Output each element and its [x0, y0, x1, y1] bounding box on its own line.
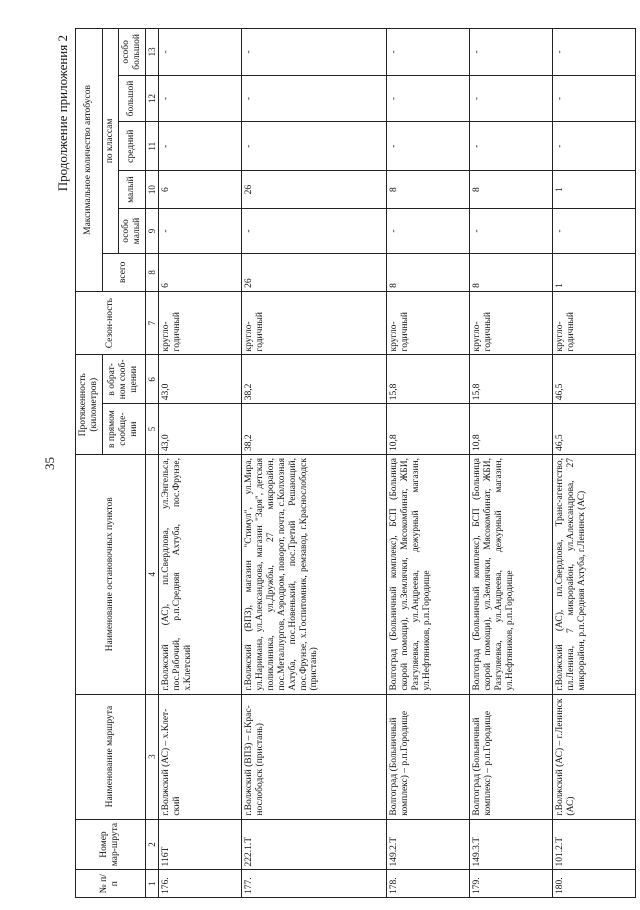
- buses-extra-large: -: [469, 29, 552, 76]
- row-number: 178.: [386, 870, 469, 898]
- buses-total: 26: [241, 253, 386, 291]
- row-number: 177.: [241, 870, 386, 898]
- column-numbers-row: [145, 29, 158, 898]
- buses-extra-small: -: [552, 209, 635, 254]
- header-length: Протяженность (километров): [76, 355, 103, 455]
- table-row: [469, 29, 552, 898]
- buses-total: 8: [469, 253, 552, 291]
- buses-medium: -: [552, 122, 635, 171]
- header-season: Сезон-ность: [76, 291, 146, 355]
- col-number: 5: [145, 404, 158, 455]
- buses-extra-small: -: [469, 209, 552, 254]
- header-route-name: Наименование маршрута: [76, 694, 146, 819]
- length-forward: 43,0: [158, 404, 241, 455]
- buses-extra-large: -: [552, 29, 635, 76]
- buses-large: -: [241, 75, 386, 122]
- buses-extra-small: -: [158, 209, 241, 254]
- page-number: 35: [42, 457, 57, 470]
- buses-small: 8: [469, 171, 552, 209]
- route-stops: Волгоград (Больничный комплекс), БСП (Больница скорой помощи), ул.Землячки, Мясокомбинат, ЖБИ, Разгуляевка, ул.Андреева, дежурный магазин, ул.Нефтяников, р.п.Городище: [469, 455, 552, 695]
- buses-medium: -: [158, 122, 241, 171]
- buses-small: 1: [552, 171, 635, 209]
- header-length-back: в обрат-ном сооб-щении: [102, 355, 145, 404]
- length-forward: 10,8: [469, 404, 552, 455]
- header-class-medium: средний: [118, 122, 145, 171]
- buses-large: -: [469, 75, 552, 122]
- route-number: 149.3.Т: [469, 819, 552, 870]
- length-forward: 46,5: [552, 404, 635, 455]
- header-class-large: большой: [118, 75, 145, 122]
- length-back: 15,8: [386, 355, 469, 404]
- col-number: 1: [145, 870, 158, 898]
- header-by-class: по классам: [102, 29, 118, 254]
- length-back: 43,0: [158, 355, 241, 404]
- route-number: 101.2.Т: [552, 819, 635, 870]
- buses-total: 1: [552, 253, 635, 291]
- buses-extra-large: -: [158, 29, 241, 76]
- route-number: 116Т: [158, 819, 241, 870]
- col-number: 4: [145, 455, 158, 695]
- length-back: 15,8: [469, 355, 552, 404]
- length-forward: 10,8: [386, 404, 469, 455]
- table-row: [552, 29, 635, 898]
- header-stops: Наименование остановочных пунктов: [76, 455, 146, 695]
- col-number: 6: [145, 355, 158, 404]
- buses-large: -: [386, 75, 469, 122]
- header-class-small: малый: [118, 171, 145, 209]
- row-number: 180.: [552, 870, 635, 898]
- buses-small: 26: [241, 171, 386, 209]
- header-max-buses: Максимальное количество автобусов: [76, 29, 103, 292]
- route-stops: г.Волжский (ВПЗ), магазин "Стимул", ул.Мира, ул.Наримана, ул.Александрова, магазин "Заря", детская поликлиника, ул.Дружбы, 27 микрорайон, пос.Металлургов, Аэродром, поворот, почта, с.Колхозная Ахтуба, пос.Новенький, пос.Третий Решающий, пос.Фрунзе, х.Госпитомник, ремзавод, г.Краснослободск (пристань): [241, 455, 386, 695]
- header-class-extra-large: особо большой: [118, 29, 145, 76]
- length-back: 46,5: [552, 355, 635, 404]
- table-row: [386, 29, 469, 898]
- header-length-forward: в прямом сообще-нии: [102, 404, 145, 455]
- col-number: 8: [145, 253, 158, 291]
- col-number: 3: [145, 694, 158, 819]
- route-name: г.Волжский (АС) – х.Клет-ский: [158, 694, 241, 819]
- col-number: 13: [145, 29, 158, 76]
- table-row: [158, 29, 241, 898]
- header-total: всего: [102, 253, 145, 291]
- route-stops: г.Волжский (АС), пл.Свердлова, Транс-агентство, пл.Ленина, 7 микрорайон, ул.Александрова, 27 микрорайон, р.п.Средняя Ахтуба, г.Ленинск (АС): [552, 455, 635, 695]
- route-name: г.Волжский (АС) – г.Ленинск (АС): [552, 694, 635, 819]
- route-number: 149.2.Т: [386, 819, 469, 870]
- col-number: 7: [145, 291, 158, 355]
- col-number: 10: [145, 171, 158, 209]
- route-name: Волгоград (Больничный комплекс) – р.п.Городище: [469, 694, 552, 819]
- col-number: 9: [145, 209, 158, 254]
- buses-medium: -: [241, 122, 386, 171]
- buses-small: 8: [386, 171, 469, 209]
- route-number: 222.1.Т: [241, 819, 386, 870]
- buses-total: 6: [158, 253, 241, 291]
- header-number: № п/п: [76, 870, 146, 898]
- buses-medium: -: [469, 122, 552, 171]
- row-number: 179.: [469, 870, 552, 898]
- buses-total: 8: [386, 253, 469, 291]
- buses-extra-small: -: [386, 209, 469, 254]
- length-forward: 38,2: [241, 404, 386, 455]
- route-stops: Волгоград (Больничный комплекс), БСП (Больница скорой помощи), ул.Землячки, Мясокомбинат, ЖБИ, Разгуляевка, ул.Андреева, дежурный магазин, ул.Нефтяников, р.п.Городище: [386, 455, 469, 695]
- routes-table: [75, 28, 636, 898]
- seasonality: кругло-годичный: [469, 291, 552, 355]
- buses-extra-small: -: [241, 209, 386, 254]
- table-row: [241, 29, 386, 898]
- buses-extra-large: -: [386, 29, 469, 76]
- buses-medium: -: [386, 122, 469, 171]
- col-number: 12: [145, 75, 158, 122]
- header-route-number: Номер мар-шрута: [76, 819, 146, 870]
- col-number: 11: [145, 122, 158, 171]
- seasonality: кругло-годичный: [552, 291, 635, 355]
- length-back: 38,2: [241, 355, 386, 404]
- route-name: г.Волжский (ВПЗ) – г.Крас-нослободск (пристань): [241, 694, 386, 819]
- buses-extra-large: -: [241, 29, 386, 76]
- seasonality: кругло-годичный: [241, 291, 386, 355]
- seasonality: кругло-годичный: [158, 291, 241, 355]
- buses-large: -: [552, 75, 635, 122]
- buses-small: 6: [158, 171, 241, 209]
- route-stops: г.Волжский (АС), пл.Свердлова, ул.Энгельса, пос.Рабочий, р.п.Средняя Ахтуба, пос.Фрунзе, х.Клетский: [158, 455, 241, 695]
- seasonality: кругло-годичный: [386, 291, 469, 355]
- col-number: 2: [145, 819, 158, 870]
- header-class-extra-small: особо малый: [118, 209, 145, 254]
- buses-large: -: [158, 75, 241, 122]
- row-number: 176.: [158, 870, 241, 898]
- route-name: Волгоград (Больничный комплекс) – р.п.Городище: [386, 694, 469, 819]
- appendix-caption: Продолжение приложения 2: [55, 35, 70, 192]
